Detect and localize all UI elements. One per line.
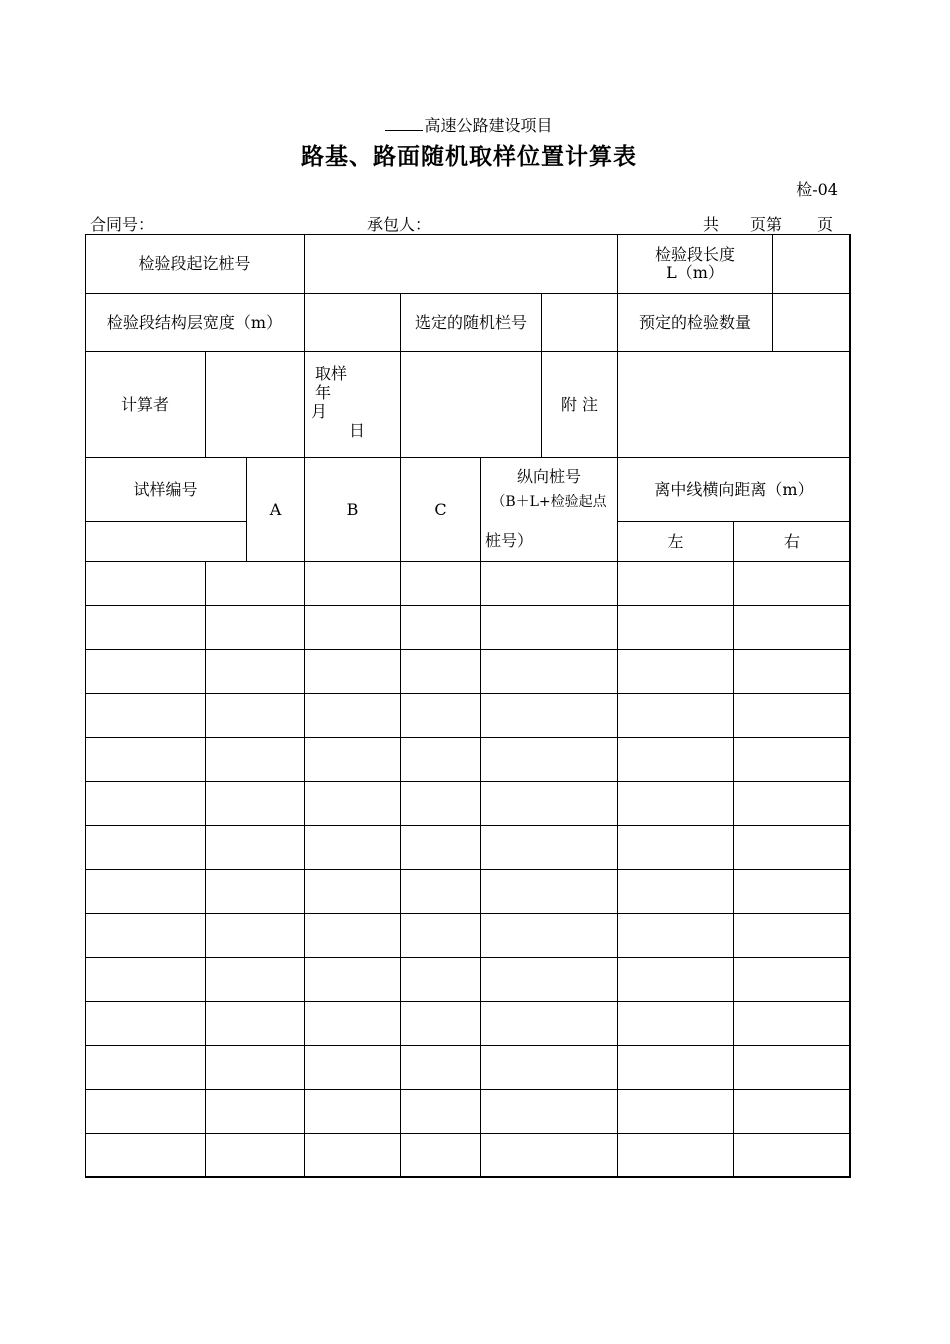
col-b-cell[interactable]	[305, 562, 401, 606]
long-station-cell[interactable]	[481, 562, 618, 606]
planned-count-value[interactable]	[773, 294, 851, 352]
day-label: 日	[349, 421, 366, 440]
col-c-cell[interactable]	[401, 650, 481, 694]
right-dist-cell[interactable]	[734, 914, 851, 958]
sampling-date-cell	[305, 352, 401, 458]
calculator-label: 计算者	[85, 352, 206, 458]
long-station-cell[interactable]	[481, 958, 618, 1002]
col-a-cell[interactable]	[206, 1090, 305, 1134]
page-end-label: 页	[817, 215, 834, 234]
left-dist-cell[interactable]	[618, 870, 734, 914]
sample-no-cell[interactable]	[85, 958, 206, 1002]
col-b-header: B	[305, 458, 401, 562]
long-station-cell[interactable]	[481, 650, 618, 694]
page-title: 路基、路面随机取样位置计算表	[301, 143, 637, 170]
long-station-cell[interactable]	[481, 782, 618, 826]
col-a-cell[interactable]	[206, 606, 305, 650]
col-a-cell[interactable]	[206, 870, 305, 914]
left-header: 左	[618, 522, 734, 562]
sample-no-cell[interactable]	[85, 1090, 206, 1134]
section-range-label: 检验段起讫桩号	[85, 234, 305, 294]
right-dist-cell[interactable]	[734, 650, 851, 694]
remarks-label: 附 注	[542, 352, 618, 458]
sample-no-cell[interactable]	[85, 650, 206, 694]
col-a-cell[interactable]	[206, 958, 305, 1002]
sample-no-cell[interactable]	[85, 694, 206, 738]
contract-no-label: 合同号：	[90, 215, 155, 234]
random-column-label: 选定的随机栏号	[401, 294, 542, 352]
col-c-cell[interactable]	[401, 826, 481, 870]
left-dist-cell[interactable]	[618, 1046, 734, 1090]
long-station-cell[interactable]	[481, 1002, 618, 1046]
col-a-cell[interactable]	[206, 562, 305, 606]
col-c-cell[interactable]	[401, 870, 481, 914]
col-a-cell[interactable]	[206, 1002, 305, 1046]
left-dist-cell[interactable]	[618, 826, 734, 870]
col-b-cell[interactable]	[305, 694, 401, 738]
col-b-cell[interactable]	[305, 738, 401, 782]
col-a-cell[interactable]	[206, 1134, 305, 1178]
contractor-label: 承包人：	[367, 215, 432, 234]
right-dist-cell[interactable]	[734, 782, 851, 826]
col-c-cell[interactable]	[401, 782, 481, 826]
col-b-cell[interactable]	[305, 1046, 401, 1090]
random-column-value[interactable]	[542, 294, 618, 352]
sample-no-label: 试样编号	[85, 458, 247, 522]
left-dist-cell[interactable]	[618, 1134, 734, 1178]
col-b-cell[interactable]	[305, 606, 401, 650]
calculator-value[interactable]	[206, 352, 305, 458]
col-a-cell[interactable]	[206, 738, 305, 782]
col-a-cell[interactable]	[206, 1046, 305, 1090]
section-length-label: 检验段长度 L（m）	[618, 234, 773, 294]
col-b-cell[interactable]	[305, 1134, 401, 1178]
right-dist-cell[interactable]	[734, 1134, 851, 1178]
long-station-cell[interactable]	[481, 694, 618, 738]
long-station-header: 纵向桩号 （B＋L+检验起点 桩号）	[481, 458, 618, 562]
lateral-dist-header: 离中线横向距离（m）	[618, 458, 851, 522]
col-c-cell[interactable]	[401, 1134, 481, 1178]
col-c-cell[interactable]	[401, 1090, 481, 1134]
left-dist-cell[interactable]	[618, 782, 734, 826]
section-length-value[interactable]	[773, 234, 851, 294]
col-b-cell[interactable]	[305, 1090, 401, 1134]
col-b-cell[interactable]	[305, 650, 401, 694]
long-station-cell[interactable]	[481, 1046, 618, 1090]
right-dist-cell[interactable]	[734, 958, 851, 1002]
long-station-cell[interactable]	[481, 738, 618, 782]
right-dist-cell[interactable]	[734, 606, 851, 650]
left-dist-cell[interactable]	[618, 606, 734, 650]
section-range-value[interactable]	[305, 234, 618, 294]
col-b-cell[interactable]	[305, 782, 401, 826]
col-c-cell[interactable]	[401, 958, 481, 1002]
left-dist-cell[interactable]	[618, 650, 734, 694]
left-dist-cell[interactable]	[618, 958, 734, 1002]
long-station-cell[interactable]	[481, 914, 618, 958]
form-number: 检-04	[796, 180, 838, 199]
layer-width-value[interactable]	[305, 294, 401, 352]
sampling-label: 取样	[315, 364, 348, 383]
long-station-cell[interactable]	[481, 1134, 618, 1178]
col-b-cell[interactable]	[305, 1002, 401, 1046]
col-c-cell[interactable]	[401, 1046, 481, 1090]
col-c-cell[interactable]	[401, 562, 481, 606]
project-subtitle: 高速公路建设项目	[0, 113, 938, 136]
project-name-blank[interactable]	[385, 115, 423, 131]
col-b-cell[interactable]	[305, 826, 401, 870]
col-a-cell[interactable]	[206, 694, 305, 738]
right-dist-cell[interactable]	[734, 562, 851, 606]
sampling-date-value[interactable]	[401, 352, 542, 458]
right-dist-cell[interactable]	[734, 870, 851, 914]
right-dist-cell[interactable]	[734, 694, 851, 738]
left-dist-cell[interactable]	[618, 694, 734, 738]
sample-no-cell[interactable]	[85, 606, 206, 650]
sample-no-cell[interactable]	[85, 738, 206, 782]
right-dist-cell[interactable]	[734, 1002, 851, 1046]
left-dist-cell[interactable]	[618, 738, 734, 782]
right-dist-cell[interactable]	[734, 826, 851, 870]
sample-no-cell[interactable]	[85, 826, 206, 870]
col-c-cell[interactable]	[401, 1002, 481, 1046]
col-c-cell[interactable]	[401, 738, 481, 782]
long-station-cell[interactable]	[481, 826, 618, 870]
col-c-cell[interactable]	[401, 606, 481, 650]
sample-no-sub	[85, 522, 247, 562]
year-label: 年	[315, 383, 332, 402]
col-a-cell[interactable]	[206, 914, 305, 958]
long-station-cell[interactable]	[481, 606, 618, 650]
sample-no-cell[interactable]	[85, 1046, 206, 1090]
left-dist-cell[interactable]	[618, 1002, 734, 1046]
col-a-header: A	[247, 458, 305, 562]
planned-count-label: 预定的检验数量	[618, 294, 773, 352]
long-station-cell[interactable]	[481, 870, 618, 914]
col-b-cell[interactable]	[305, 870, 401, 914]
col-a-cell[interactable]	[206, 650, 305, 694]
sample-no-cell[interactable]	[85, 1002, 206, 1046]
right-dist-cell[interactable]	[734, 1090, 851, 1134]
remarks-value[interactable]	[618, 352, 851, 458]
col-c-cell[interactable]	[401, 914, 481, 958]
col-b-cell[interactable]	[305, 914, 401, 958]
left-dist-cell[interactable]	[618, 1090, 734, 1134]
sample-no-cell[interactable]	[85, 870, 206, 914]
layer-width-label: 检验段结构层宽度（m）	[85, 294, 305, 352]
col-c-cell[interactable]	[401, 694, 481, 738]
page-total-label: 共	[703, 215, 720, 234]
sample-no-cell[interactable]	[85, 782, 206, 826]
col-b-cell[interactable]	[305, 958, 401, 1002]
col-a-cell[interactable]	[206, 826, 305, 870]
left-dist-cell[interactable]	[618, 914, 734, 958]
right-header: 右	[734, 522, 851, 562]
right-dist-cell[interactable]	[734, 1046, 851, 1090]
long-station-cell[interactable]	[481, 1090, 618, 1134]
sample-no-cell[interactable]	[85, 562, 206, 606]
col-a-cell[interactable]	[206, 782, 305, 826]
month-label: 月	[311, 402, 328, 421]
sample-no-cell[interactable]	[85, 1134, 206, 1178]
col-c-header: C	[401, 458, 481, 562]
left-dist-cell[interactable]	[618, 562, 734, 606]
sample-no-cell[interactable]	[85, 914, 206, 958]
page-label: 页第	[750, 215, 783, 234]
right-dist-cell[interactable]	[734, 738, 851, 782]
